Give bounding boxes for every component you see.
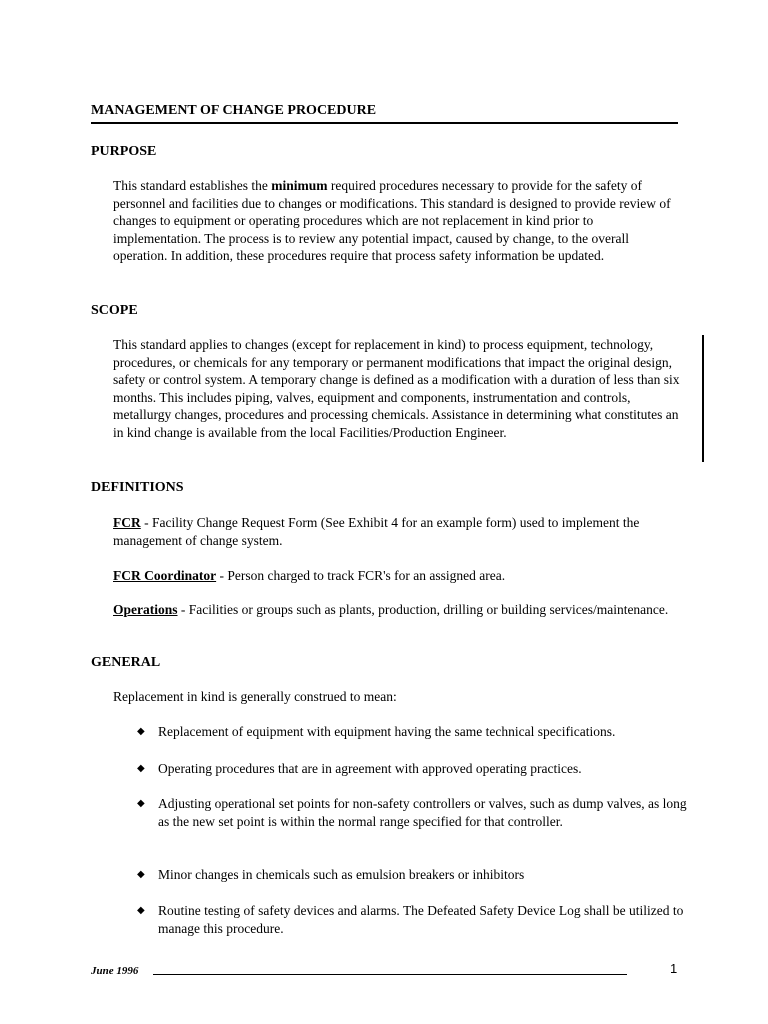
purpose-text-start: This standard establishes the [113,178,272,193]
general-intro-text: Replacement in kind is generally construed to mean: [113,689,397,704]
diamond-bullet-icon: ◆ [137,726,145,737]
scope-heading: SCOPE [91,303,138,318]
list-item-text: Operating procedures that are in agreement with approved operating practices. [158,761,582,776]
scope-text: This standard applies to changes (except for replacement in kind) to process equipment, technology, procedures, or chemicals for any temporary or permanent modifications that impact the original design, safety or control system. A temporary change is defined as a modification with a duration of less than six months. This includes piping, valves, equipment and components, instrumentation and controls, metallurgy changes, procedures and processing chemicals. Assistance in determining what constitutes an in kind change is available from the local Facilities/Production Engineer. [113,337,680,440]
scope-paragraph [113,336,683,442]
definition-item [113,514,683,549]
footer-date: June 1996 [91,965,139,977]
definition-item [113,601,683,619]
diamond-bullet-icon: ◆ [137,905,145,916]
definition-term: Operations [113,602,178,617]
list-item-text: Replacement of equipment with equipment having the same technical specifications. [158,724,616,739]
purpose-emphasis: minimum [271,178,328,193]
list-item [137,902,687,937]
purpose-paragraph [113,177,683,265]
list-item [137,866,687,884]
definition-term: FCR [113,515,141,530]
list-item [137,795,687,830]
list-item [137,723,687,741]
definition-text: - Facilities or groups such as plants, production, drilling or building services/maintenance. [177,602,669,617]
revision-change-bar [702,335,704,462]
definition-term: FCR Coordinator [113,568,217,583]
definitions-heading: DEFINITIONS [91,480,184,495]
diamond-bullet-icon: ◆ [137,798,145,809]
list-item-text: Routine testing of safety devices and alarms. The Defeated Safety Device Log shall be utilized to manage this procedure. [158,903,684,936]
page-title: MANAGEMENT OF CHANGE PROCEDURE [91,102,678,124]
list-item-text: Minor changes in chemicals such as emulsion breakers or inhibitors [158,867,525,882]
diamond-bullet-icon: ◆ [137,763,145,774]
list-item [137,760,687,778]
definition-item [113,567,683,585]
general-heading: GENERAL [91,655,161,670]
general-intro [113,688,683,706]
purpose-heading: PURPOSE [91,144,157,159]
purpose-text-end: required procedures necessary to provide for the safety of personnel and facilities due to changes or modifications. This standard is designed to provide review of changes to equipment or operating procedures which are not replacement in kind prior to implementation. The process is to review any potential impact, caused by change, to the overall operation. In addition, these procedures require that process safety information be updated. [113,178,671,264]
list-item-text: Adjusting operational set points for non-safety controllers or valves, such as dump valves, as long as the new set point is within the normal range specified for that controller. [158,796,687,829]
footer-rule [153,974,627,975]
definition-text: - Person charged to track FCR's for an assigned area. [216,568,506,583]
definition-text: - Facility Change Request Form (See Exhibit 4 for an example form) used to implement the management of change system. [113,515,640,548]
page-number: 1 [670,961,678,976]
diamond-bullet-icon: ◆ [137,869,145,880]
